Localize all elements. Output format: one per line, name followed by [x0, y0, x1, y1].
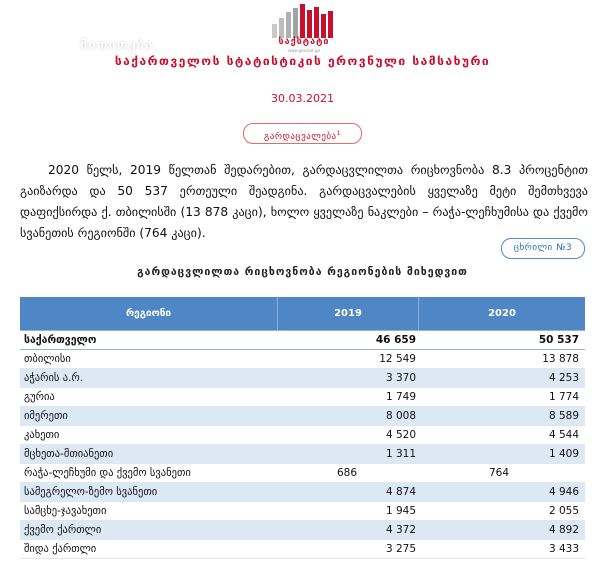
- geostat-logo: [266, 4, 342, 53]
- header-2019: 2019: [278, 297, 419, 330]
- logo-bar-chart-icon: [266, 4, 342, 38]
- deaths-by-region-table: [20, 297, 585, 559]
- cell-region: ქვემო ქართლი: [24, 524, 102, 536]
- table-header-row: [20, 297, 585, 330]
- cell-2020: 4 892: [548, 524, 579, 536]
- header-2020: 2020: [488, 308, 516, 319]
- cell-2019: 4 520: [385, 429, 416, 441]
- cell-2020: 764: [488, 467, 510, 479]
- cell-2019: 1 749: [385, 391, 416, 403]
- table-row: [20, 388, 585, 407]
- table-title: გარდაცვლილთა რიცხოვნობა რეგიონების მიხედვით: [137, 266, 468, 278]
- cell-2019: 46 659: [375, 334, 416, 346]
- table-row-total: [20, 330, 585, 350]
- table-row: [20, 445, 585, 464]
- section-tag-label: გარდაცვალება: [264, 132, 337, 142]
- cell-2020: 4 544: [548, 429, 579, 441]
- cell-2020: 8 589: [548, 410, 579, 422]
- overlay-label: მითითება: [80, 38, 154, 53]
- cell-region: მცხეთა-მთიანეთი: [24, 448, 114, 460]
- cell-2020: 1 774: [548, 391, 579, 403]
- cell-2020: 50 537: [538, 334, 579, 346]
- cell-region: სამეგრელო-ზემო სვანეთი: [24, 486, 158, 498]
- cell-2020: 13 878: [542, 353, 579, 365]
- cell-region: იმერეთი: [24, 410, 68, 422]
- cell-2019: 1 311: [385, 448, 416, 460]
- cell-2020: 1 409: [548, 448, 579, 460]
- section-tag: [243, 123, 362, 144]
- cell-2019: 686: [336, 467, 358, 479]
- cell-2019: 4 372: [385, 524, 416, 536]
- summary-paragraph: 2020 წელს, 2019 წელთან შედარებით, გარდაცვლილთა რიცხოვნობა 8.3 პროცენტით გაიზარდა და 50 537 ერთეული შეადგინა. გარდაცვალების ყველაზე მეტი შემთხვევა დაფიქსირდა ქ. თბილისში (13 878 კაცი), ხოლო ყველაზე ნაკლები – რაჭა-ლეჩხუმისა და ქვემო სვანეთის რეგიონში (764 კაცი).: [20, 163, 588, 240]
- table-row: [20, 426, 585, 445]
- table-reference-badge: ცხრილი №3: [501, 238, 585, 259]
- logo-subtext: www.geostat.ge: [287, 48, 321, 53]
- cell-region: საქართველო: [24, 334, 97, 346]
- cell-region: სამცხე-ჯავახეთი: [24, 505, 107, 517]
- table-row: [20, 483, 585, 502]
- table-row: [20, 350, 585, 369]
- cell-2019: 3 370: [385, 372, 416, 384]
- cell-region: აჭარის ა.რ.: [24, 372, 84, 384]
- table-row: [20, 540, 585, 559]
- table-row: [20, 369, 585, 388]
- cell-region: თბილისი: [24, 353, 71, 365]
- cell-2020: 2 055: [548, 505, 579, 517]
- cell-2019: 1 945: [385, 505, 416, 517]
- publication-date: 30.03.2021: [271, 92, 334, 105]
- cell-2019: 4 874: [385, 486, 416, 498]
- cell-2020: 4 253: [548, 372, 579, 384]
- table-row: [20, 521, 585, 540]
- cell-2020: 4 946: [548, 486, 579, 498]
- organization-title: საქართველოს სტატისტიკის ეროვნული სამსახური: [114, 54, 491, 68]
- cell-region: შიდა ქართლი: [24, 543, 97, 555]
- table-row: [20, 502, 585, 521]
- cell-region: რაჭა-ლეჩხუმი და ქვემო სვანეთი: [24, 467, 191, 479]
- footnote-marker: 1: [336, 130, 341, 137]
- cell-region: გურია: [24, 391, 55, 403]
- header-region: რეგიონი: [20, 297, 278, 330]
- cell-region: კახეთი: [24, 429, 60, 441]
- table-row: [20, 407, 585, 426]
- cell-2020: 3 433: [548, 543, 579, 555]
- cell-2019: 8 008: [385, 410, 416, 422]
- logo-text: საქსტატი: [278, 37, 330, 47]
- table-row: [20, 464, 585, 483]
- cell-2019: 3 275: [385, 543, 416, 555]
- cell-2019: 12 549: [379, 353, 416, 365]
